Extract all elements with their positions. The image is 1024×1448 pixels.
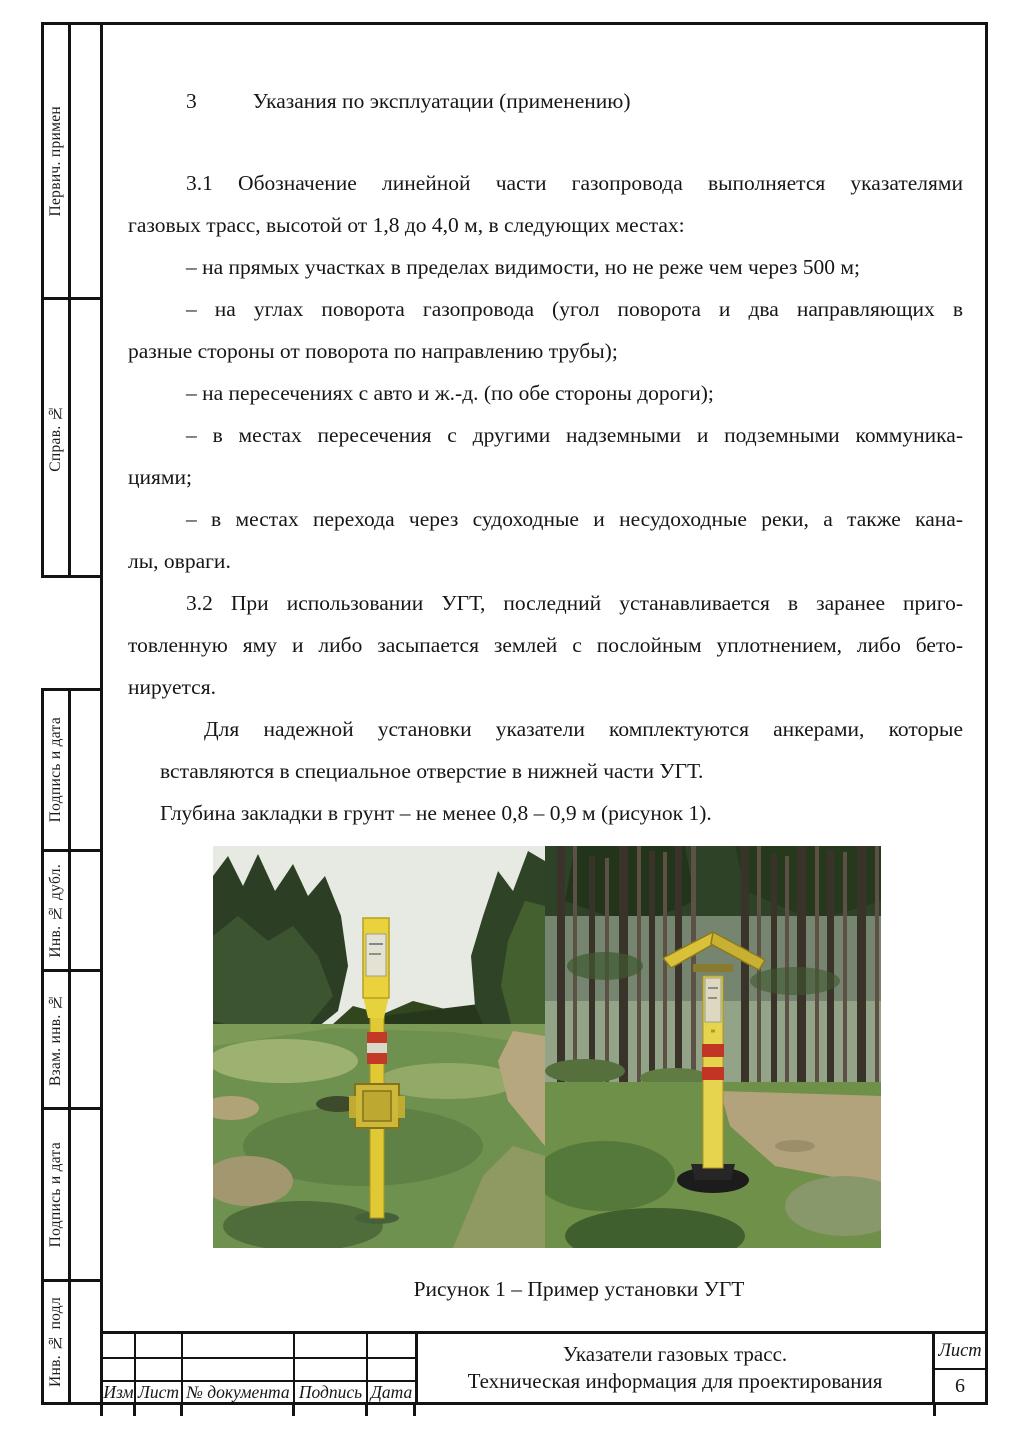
- sidebar-label-cell: [44, 972, 71, 1107]
- sidebar-block-pervich-primen: [41, 22, 103, 300]
- list-item-straight-sections: [128, 246, 963, 288]
- sidebar-value-cell: [71, 691, 100, 849]
- frame-line-stub: [933, 1405, 936, 1416]
- sidebar-value-cell: [71, 1282, 100, 1402]
- frame-line-stub: [292, 1405, 295, 1416]
- list-item-turn-angles: [128, 288, 963, 372]
- text-line: – в местах пересечения с другими надземными и подземными коммуника-: [186, 423, 963, 447]
- section-number: 3: [186, 89, 197, 113]
- figure-photos: [213, 846, 881, 1248]
- column-header-data: Дата: [370, 1382, 413, 1402]
- revision-cell: [136, 1334, 183, 1359]
- revision-cell: [368, 1359, 415, 1382]
- paragraph-3-1: [128, 162, 963, 246]
- revision-cell: [295, 1334, 368, 1359]
- sidebar-value-cell: [71, 25, 100, 297]
- sidebar-label: Инв. № подл: [47, 1297, 64, 1387]
- text-line: 3.2 При использовании УГТ, последний устанавливается в заранее приго-: [186, 591, 963, 615]
- sidebar-block-vzam-inv-no: [41, 969, 103, 1110]
- paragraph-depth: [160, 792, 963, 834]
- section-heading: [128, 80, 963, 122]
- sidebar-label: Подпись и дата: [47, 717, 64, 823]
- document-title: [418, 1334, 932, 1402]
- column-header-no-dokumenta: № документа: [183, 1382, 295, 1405]
- sheet-label: Лист: [935, 1334, 985, 1370]
- column-header-list: Лист: [136, 1382, 183, 1405]
- column-header-podpis: Подпись: [295, 1382, 368, 1405]
- sidebar-label-cell: [44, 300, 71, 575]
- list-item-communications: [128, 414, 963, 498]
- list-item-road-crossings: [128, 372, 963, 414]
- sidebar-label-cell: [44, 1110, 71, 1279]
- revision-table: [103, 1334, 418, 1402]
- frame-line-stub: [133, 1405, 136, 1416]
- sidebar-value-cell: [71, 852, 100, 969]
- sidebar-label-cell: [44, 25, 71, 297]
- text-line: лы, овраги.: [128, 549, 231, 573]
- text-line: – на прямых участках в пределах видимости, но не реже чем через 500 м;: [186, 255, 860, 279]
- text-line: товленную яму и либо засыпается землей с послойным уплотнением, либо бето-: [128, 633, 963, 657]
- text-line: 3.1 Обозначение линейной части газопровода выполняется указателями: [186, 171, 963, 195]
- frame-line-stub: [180, 1405, 183, 1416]
- text-line: нируется.: [128, 675, 216, 699]
- sidebar-block-inv-no-dubl: [41, 849, 103, 972]
- frame-line-stub: [100, 1405, 103, 1416]
- figure-caption: Рисунок 1 – Пример установки УГТ: [413, 1277, 745, 1301]
- revision-cell: [136, 1359, 183, 1382]
- sidebar-label: Взам. инв. №: [47, 992, 64, 1087]
- sidebar-label: Справ. №: [47, 403, 64, 472]
- sidebar-label: Подпись и дата: [47, 1141, 64, 1248]
- text-line: – на углах поворота газопровода (угол поворота и два направляющих в: [186, 297, 963, 321]
- sidebar-label-cell: [44, 1282, 71, 1402]
- text-line: – на пересечениях с авто и ж.-д. (по обе стороны дороги);: [186, 381, 714, 405]
- text-line: вставляются в специальное отверстие в нижней части УГТ.: [160, 759, 704, 783]
- sidebar-value-cell: [71, 972, 100, 1107]
- text-line: циями;: [128, 465, 192, 489]
- sidebar-block-sprav-no: [41, 297, 103, 578]
- text-line: Глубина закладки в грунт – не менее 0,8 – 0,9 м (рисунок 1).: [160, 801, 712, 825]
- revision-cell: [183, 1334, 295, 1359]
- revision-cell: [103, 1334, 136, 1359]
- list-item-rivers: [128, 498, 963, 582]
- sidebar-block-podpis-data-2: [41, 1107, 103, 1282]
- title-block: [100, 1331, 988, 1405]
- sidebar-label-cell: [44, 691, 71, 849]
- document-title-line2: Техническая информация для проектирования: [467, 1369, 883, 1393]
- sidebar-block-inv-no-podl: [41, 1279, 103, 1405]
- text-line: газовых трасс, высотой от 1,8 до 4,0 м, в следующих местах:: [128, 213, 685, 237]
- sidebar-label: Инв. № дубл.: [47, 863, 64, 958]
- sidebar-label: Первич. примен: [47, 105, 64, 217]
- revision-cell: [368, 1334, 415, 1359]
- text-line: Для надежной установки указатели комплектуются анкерами, которые: [204, 717, 963, 741]
- sheet-number: 6: [955, 1374, 965, 1397]
- document-title-line1: Указатели газовых трасс.: [562, 1342, 788, 1366]
- text-line: – в местах перехода через судоходные и несудоходные реки, а также кана-: [186, 507, 963, 531]
- document-body: [128, 80, 963, 1302]
- sidebar-label-cell: [44, 852, 71, 969]
- sidebar-value-cell: [71, 1110, 100, 1279]
- sidebar-block-podpis-data-1: [41, 688, 103, 852]
- sheet-cell: [932, 1334, 985, 1402]
- section-title: Указания по эксплуатации (применению): [252, 89, 631, 113]
- sidebar-value-cell: [71, 300, 100, 575]
- revision-cell: [295, 1359, 368, 1382]
- frame-line-stub: [365, 1405, 368, 1416]
- photo-ugt-marker-pine-forest: [545, 846, 881, 1248]
- revision-cell: [103, 1359, 136, 1382]
- paragraph-anchors: [160, 708, 963, 792]
- frame-line-stub: [413, 1405, 416, 1416]
- column-header-izm: Изм: [103, 1382, 136, 1405]
- text-line: разные стороны от поворота по направлению трубы);: [128, 339, 618, 363]
- revision-cell: [183, 1359, 295, 1382]
- photo-ugt-marker-clearing: [213, 846, 545, 1248]
- paragraph-3-2: [128, 582, 963, 708]
